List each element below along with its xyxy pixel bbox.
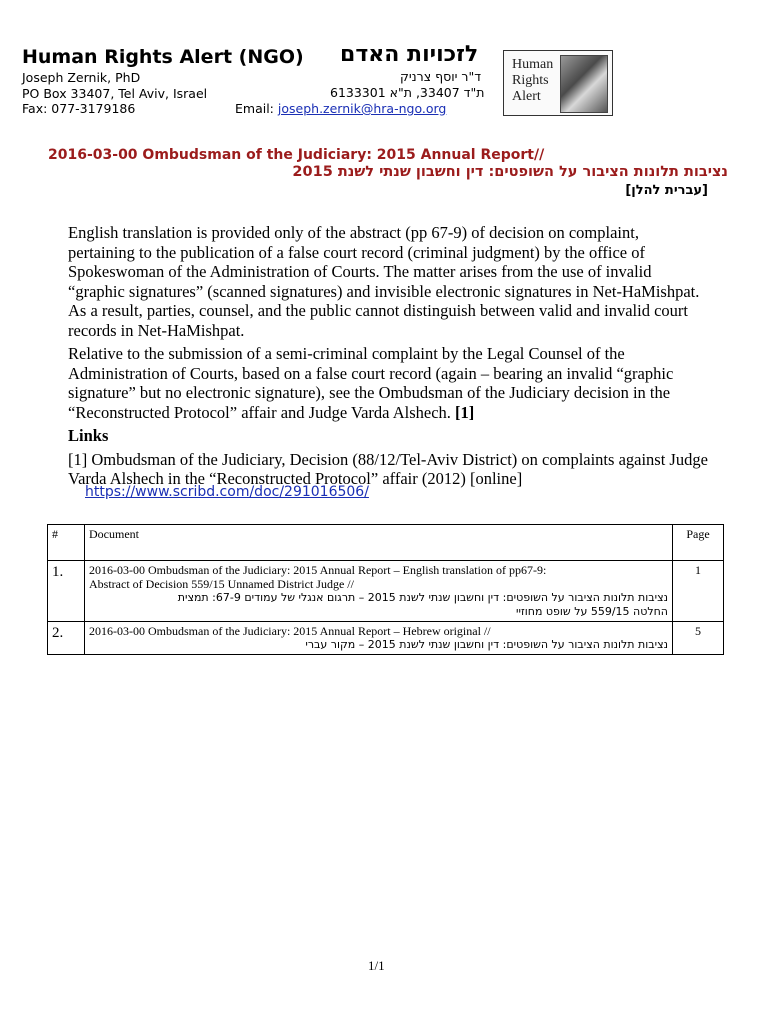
- document-title-hebrew-line: נציבות תלונות הציבור על השופטים: דין וחשבון שנתי לשנת 2015 – תרגום אנגלי של עמודים 67-9: תמצית: [177, 591, 668, 604]
- postal-address-hebrew: ת"ד 33407, ת"א 6133301: [330, 85, 485, 100]
- abstract-body: [68, 223, 708, 493]
- logo-line: Alert: [512, 89, 541, 104]
- links-heading: Links: [68, 426, 109, 445]
- header-number: #: [48, 525, 85, 561]
- row-page: 5: [673, 622, 724, 655]
- document-title-line: 2016-03-00 Ombudsman of the Judiciary: 2015 Annual Report – Hebrew original //: [89, 624, 491, 638]
- author-name-hebrew: ד"ר יוסף צרניק: [400, 69, 482, 84]
- hra-logo: [503, 50, 613, 116]
- reference-marker: [1]: [455, 402, 475, 422]
- logo-line: Rights: [512, 73, 549, 88]
- org-name-hebrew: לזכויות האדם: [340, 42, 479, 67]
- logo-text: [512, 57, 553, 105]
- document-title-hebrew-line: החלטה 559/15 על שופט מחוזיי: [516, 605, 668, 618]
- document-title-hebrew: נציבות תלונות הציבור על השופטים: דין וחשבון שנתי לשנת 2015: [292, 164, 728, 180]
- email-row: [235, 101, 446, 116]
- row-document: [85, 561, 673, 622]
- org-name-english: Human Rights Alert (NGO): [22, 46, 304, 68]
- fax-number: Fax: 077-3179186: [22, 101, 136, 116]
- row-page: 1: [673, 561, 724, 622]
- abstract-paragraph-2: [68, 344, 708, 422]
- abstract-paragraph-1: English translation is provided only of the abstract (pp 67-9) of decision on complaint, pertaining to the publication of a false court record (criminal judgment) by the office of Spokeswoman of the Administration of Courts. The matter arises from the use of invalid “graphic signatures” (scanned signatures) and invisible electronic signatures in Net-HaMishpat. As a result, parties, counsel, and the public cannot distinguish between valid and invalid court records in Net-HaMishpat.: [68, 223, 700, 340]
- row-number: 2.: [48, 622, 85, 655]
- document-title-line: Abstract of Decision 559/15 Unnamed District Judge //: [89, 577, 354, 591]
- documents-table: [47, 524, 724, 655]
- table-row: [48, 622, 724, 655]
- logo-line: Human: [512, 57, 554, 72]
- reference-1: [1] Ombudsman of the Judiciary, Decision (88/12/Tel-Aviv District) on complaints against Judge Varda Alshech in the “Reconstructed Protocol” affair (2012) [online]: [68, 449, 708, 488]
- author-name: Joseph Zernik, PhD: [22, 70, 141, 85]
- document-title-english: 2016-03-00 Ombudsman of the Judiciary: 2015 Annual Report//: [48, 147, 545, 163]
- email-link[interactable]: joseph.zernik@hra-ngo.org: [277, 101, 447, 116]
- table-header-row: [48, 525, 724, 561]
- row-document: [85, 622, 673, 655]
- document-title-line: 2016-03-00 Ombudsman of the Judiciary: 2015 Annual Report – English translation of pp67-9:: [89, 563, 547, 577]
- row-number: 1.: [48, 561, 85, 622]
- reference-1-link[interactable]: https://www.scribd.com/doc/291016506/: [85, 484, 369, 500]
- header-page: Page: [673, 525, 724, 561]
- logo-photo: [560, 55, 608, 113]
- page-counter: 1/1: [368, 958, 385, 973]
- email-label: Email:: [235, 101, 274, 116]
- postal-address: PO Box 33407, Tel Aviv, Israel: [22, 86, 208, 101]
- abstract-paragraph-2-text: Relative to the submission of a semi-criminal complaint by the Legal Counsel of the Administration of Courts, based on a false court record (again – bearing an invalid “graphic signature” but no electronic signature), see the Ombudsman of the Judiciary decision in the “Reconstructed Protocol” affair and Judge Varda Alshech.: [68, 344, 674, 422]
- table-row: [48, 561, 724, 622]
- hebrew-below-note: [עברית להלן]: [625, 183, 708, 198]
- document-title-hebrew-line: נציבות תלונות הציבור על השופטים: דין וחשבון שנתי לשנת 2015 – מקור עברי: [305, 638, 668, 651]
- header-document: Document: [85, 525, 673, 561]
